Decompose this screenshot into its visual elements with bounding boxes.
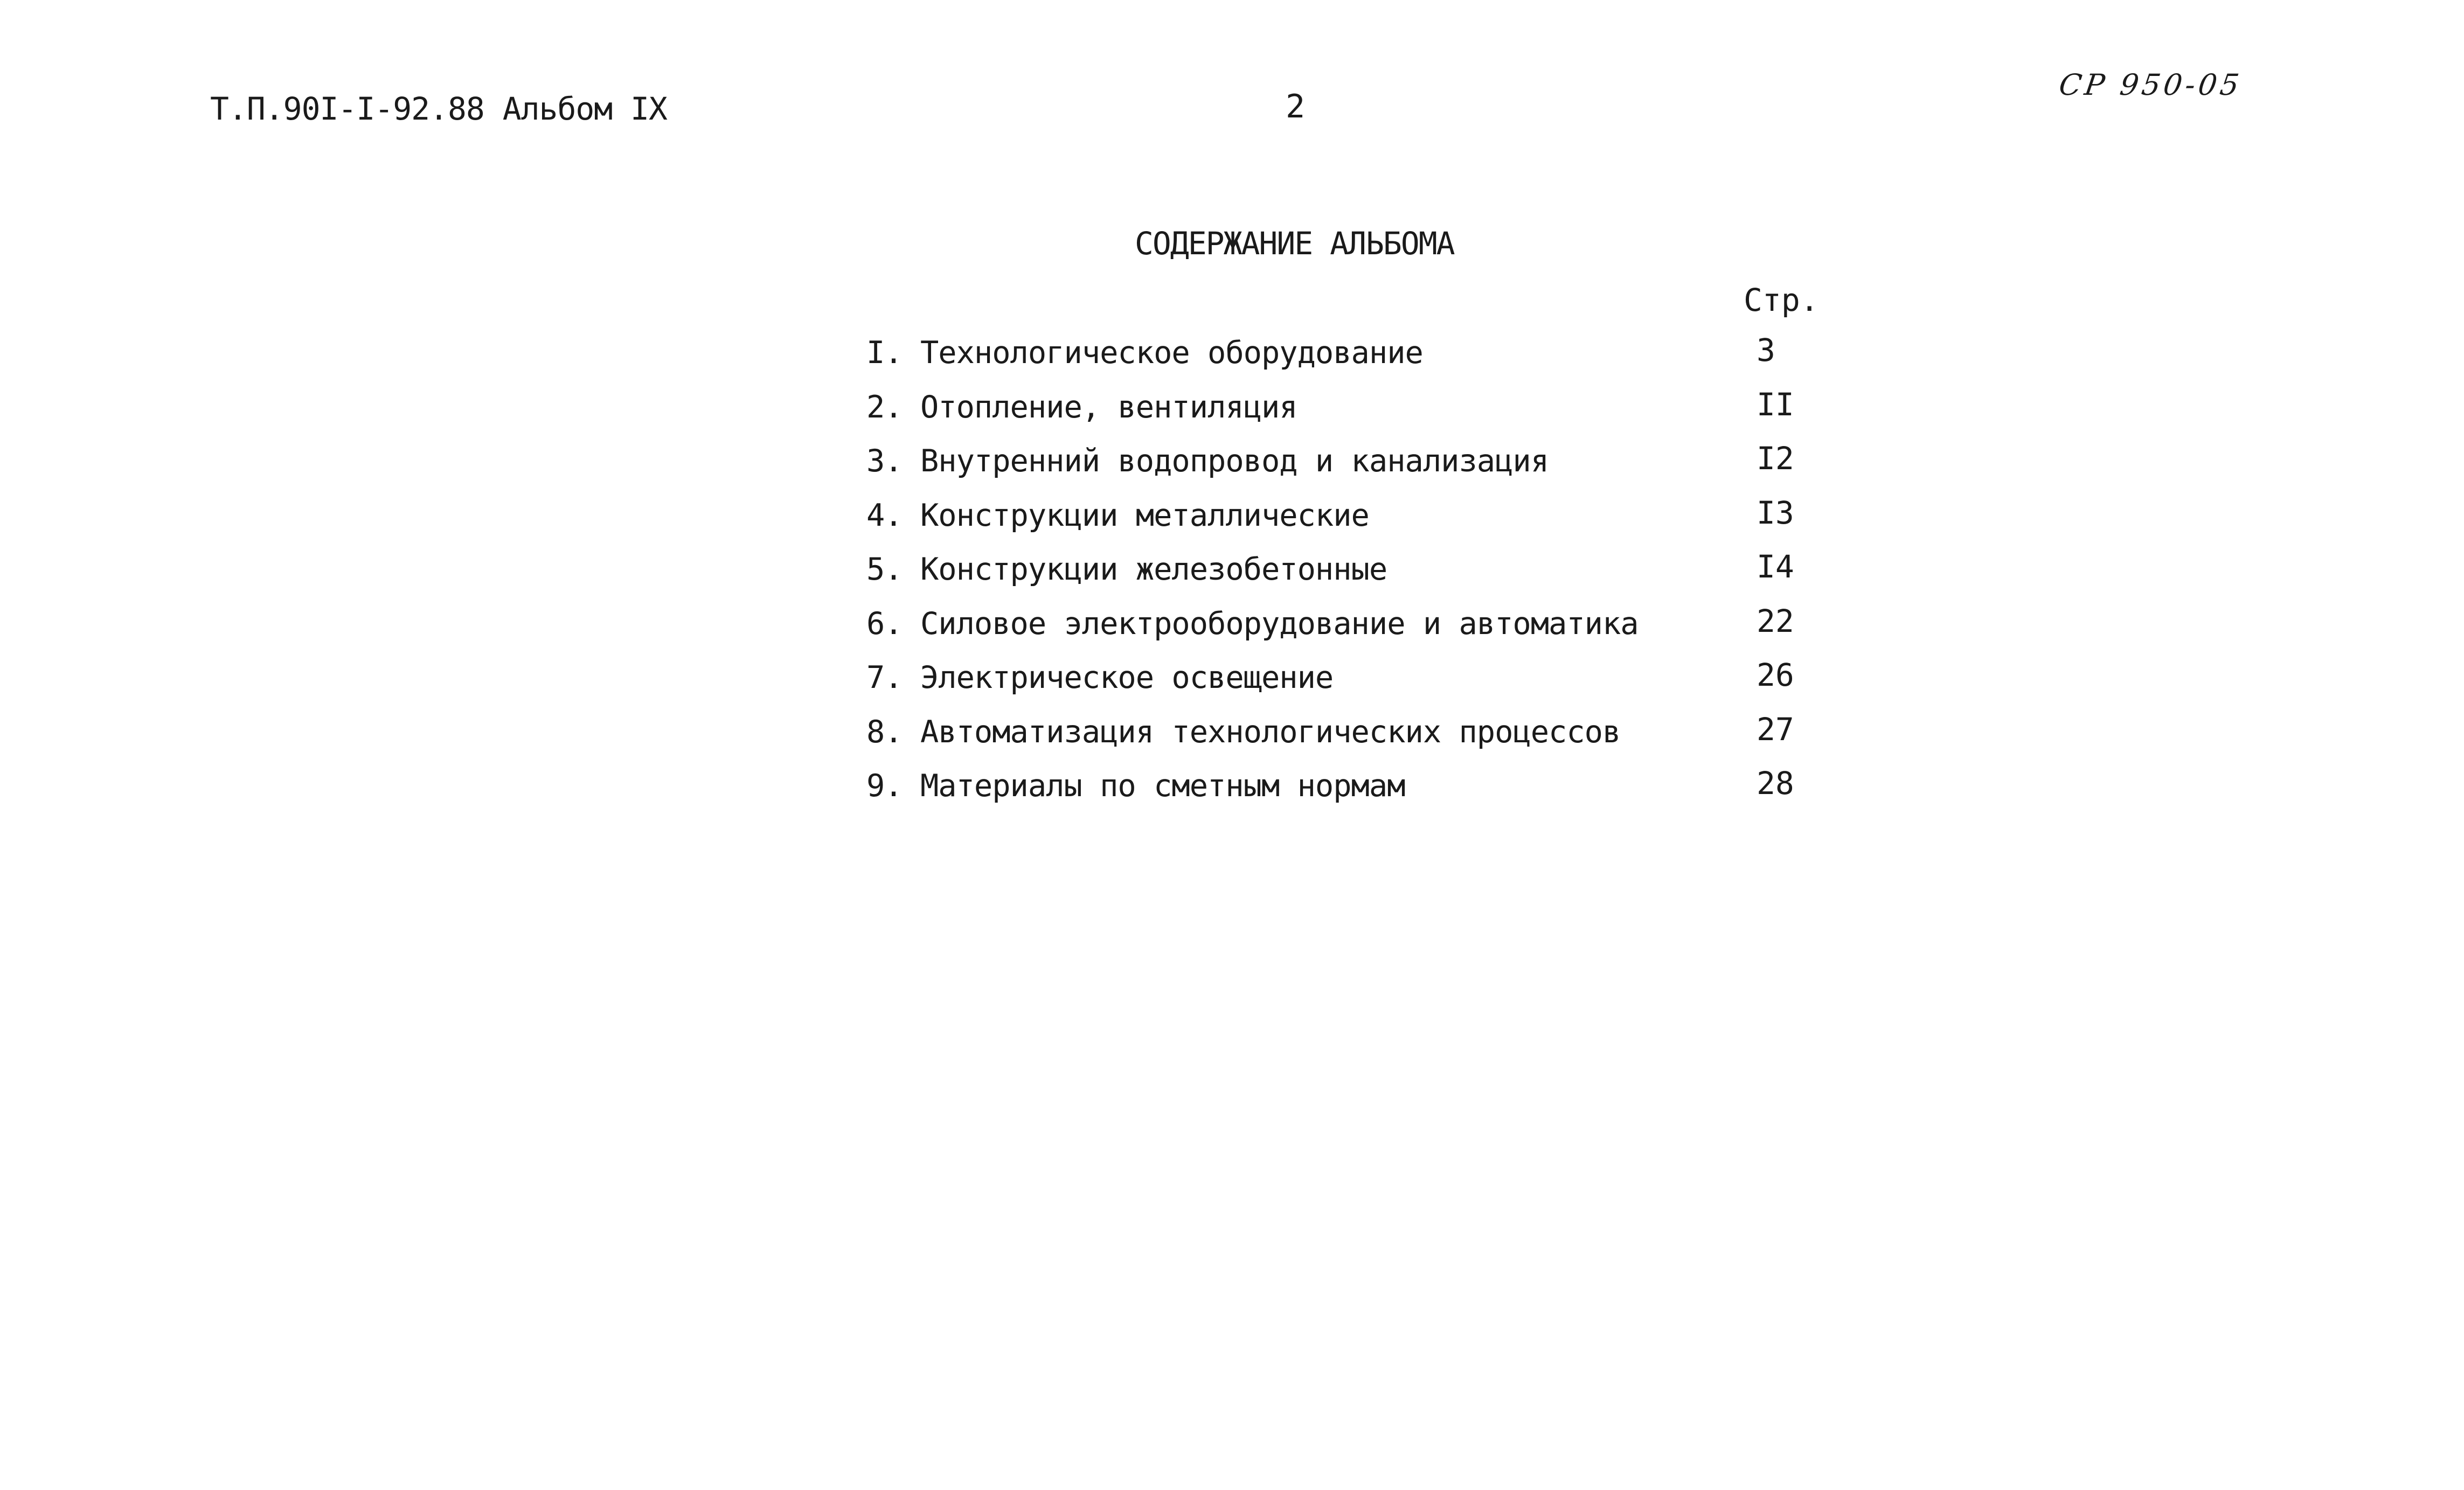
toc-item-label: 8. Автоматизация технологических процессов xyxy=(866,714,1621,750)
toc-row xyxy=(866,494,1836,552)
toc-item-label: 6. Силовое электрооборудование и автоматика xyxy=(866,605,1639,642)
toc-item-page: I4 xyxy=(1757,548,1794,585)
toc-item-label: 2. Отопление, вентиляция xyxy=(866,389,1297,425)
toc-row xyxy=(866,711,1836,769)
toc-row xyxy=(866,386,1836,444)
toc-item-page: 26 xyxy=(1757,657,1794,693)
toc-item-label: 3. Внутренний водопровод и канализация xyxy=(866,443,1549,479)
toc-row xyxy=(866,602,1836,660)
page-column-header: Стр. xyxy=(1744,282,1819,318)
toc-item-page: I2 xyxy=(1757,440,1794,477)
toc-item-label: 4. Конструкции металлические xyxy=(866,497,1369,533)
toc-item-label: 5. Конструкции железобетонные xyxy=(866,552,1387,587)
toc-item-page: I3 xyxy=(1757,494,1794,531)
toc-item-label: 7. Электрическое освещение xyxy=(866,660,1334,695)
toc-row xyxy=(866,332,1836,389)
toc-title: СОДЕРЖАНИЕ АЛЬБОМА xyxy=(1135,225,1454,262)
toc-item-page: 3 xyxy=(1757,332,1775,368)
toc-row xyxy=(866,657,1836,714)
toc-item-label: 9. Материалы по сметным нормам xyxy=(866,768,1405,804)
toc-item-page: II xyxy=(1757,386,1794,423)
toc-item-page: 22 xyxy=(1757,602,1794,639)
toc-item-label: I. Технологическое оборудование xyxy=(866,335,1423,371)
handwritten-archive-code: СР 950-05 xyxy=(2057,68,2245,102)
toc-item-page: 27 xyxy=(1757,711,1794,748)
toc-row xyxy=(866,440,1836,498)
page-number: 2 xyxy=(1286,88,1306,126)
toc-row xyxy=(866,765,1836,823)
toc-item-page: 28 xyxy=(1757,765,1794,802)
document-code: Т.П.90I-I-92.88 Альбом IX xyxy=(210,90,667,127)
toc-row xyxy=(866,548,1836,606)
toc-list xyxy=(866,332,1836,823)
